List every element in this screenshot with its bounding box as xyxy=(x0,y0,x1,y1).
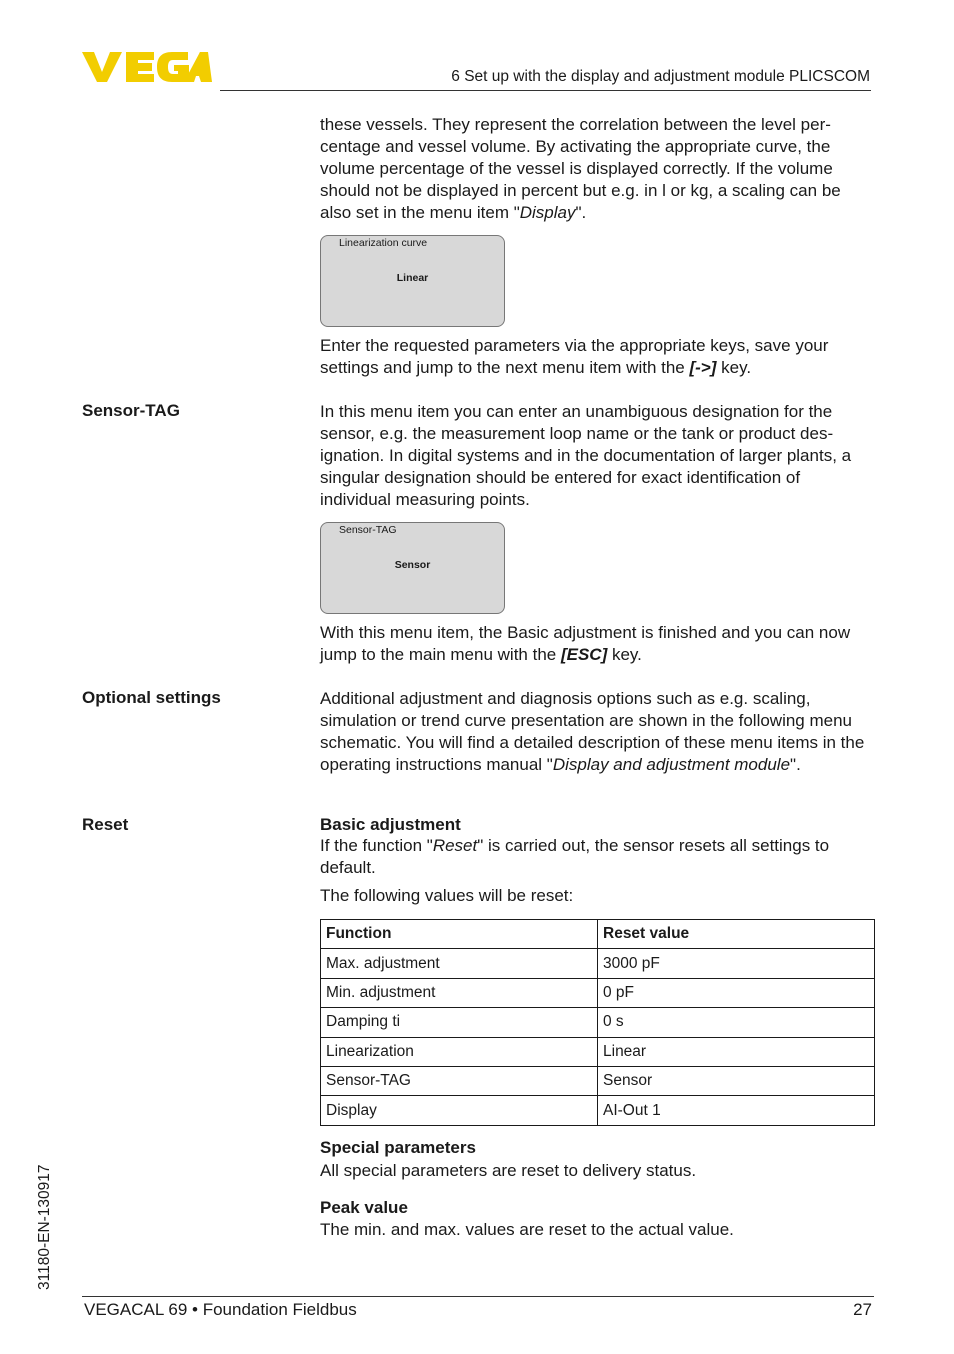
table-cell: AI-Out 1 xyxy=(598,1096,875,1125)
table-cell: 0 pF xyxy=(598,978,875,1007)
table-cell: Display xyxy=(321,1096,598,1125)
table-cell: Linear xyxy=(598,1037,875,1066)
document-code: 31180-EN-130917 xyxy=(36,1164,53,1290)
table-row xyxy=(321,1008,875,1037)
table-row xyxy=(321,949,875,978)
table-cell: Min. adjustment xyxy=(321,978,598,1007)
optional-settings-label: Optional settings xyxy=(82,688,221,707)
table-header-row xyxy=(321,920,875,949)
table-cell: 3000 pF xyxy=(598,949,875,978)
table-cell: Sensor-TAG xyxy=(321,1066,598,1095)
reset-values-table xyxy=(320,919,875,1126)
table-cell: Linearization xyxy=(321,1037,598,1066)
display-value: Linear xyxy=(396,272,429,284)
table-header-cell: Reset value xyxy=(598,920,875,949)
reset-label: Reset xyxy=(82,815,129,834)
peak-value-text: The min. and max. values are reset to the actual value. xyxy=(320,1220,734,1239)
footer-rule xyxy=(82,1296,874,1297)
table-cell: 0 s xyxy=(598,1008,875,1037)
sensor-tag-paragraph: In this menu item you can enter an unambiguous designation for the sensor, e.g. the measurement loop name or the tank or product des-ignation. In digital systems and in the documentation of larger plants, a singular designation should be entered for exact identification of individual measuring points. xyxy=(320,402,852,509)
finish-paragraph: With this menu item, the Basic adjustment is finished and you can now jump to the main menu with the [ESC] key. xyxy=(320,623,851,664)
vega-logo xyxy=(82,50,212,84)
optional-settings-paragraph: Additional adjustment and diagnosis options such as e.g. scaling, simulation or trend curve presentation are shown in the following menu schematic. You will find a detailed description of these menu items in the operating instructions manual "Display and adjustment module". xyxy=(320,689,865,774)
special-parameters-heading: Special parameters xyxy=(320,1138,476,1157)
display-title: Sensor-TAG xyxy=(339,524,397,536)
table-cell: Sensor xyxy=(598,1066,875,1095)
intro-paragraph: these vessels. They represent the correlation between the level per-centage and vessel volume. By activating the appropriate curve, the volume percentage of the vessel is displayed correctly. If the volume should not be displayed in percent but e.g. in l or kg, a scaling can be also set in the menu item "Display". xyxy=(320,115,841,222)
chapter-header: 6 Set up with the display and adjustment module PLICSCOM xyxy=(451,68,870,85)
table-cell: Max. adjustment xyxy=(321,949,598,978)
table-row xyxy=(321,1096,875,1125)
footer-product: VEGACAL 69 • Foundation Fieldbus xyxy=(84,1300,357,1319)
display-value: Sensor xyxy=(394,559,431,571)
display-linearization xyxy=(320,235,505,327)
table-header-cell: Function xyxy=(321,920,598,949)
display-sensor-tag xyxy=(320,522,505,614)
following-values-text: The following values will be reset: xyxy=(320,886,574,905)
basic-adjustment-heading: Basic adjustment xyxy=(320,815,461,834)
display-title: Linearization curve xyxy=(339,237,428,249)
table-row xyxy=(321,1066,875,1095)
header-rule xyxy=(220,90,871,91)
peak-value-heading: Peak value xyxy=(320,1198,408,1217)
table-row xyxy=(321,1037,875,1066)
special-parameters-text: All special parameters are reset to delivery status. xyxy=(320,1161,697,1180)
sensor-tag-label: Sensor-TAG xyxy=(82,401,180,420)
page-number: 27 xyxy=(853,1300,872,1319)
table-cell: Damping ti xyxy=(321,1008,598,1037)
enter-params-paragraph: Enter the requested parameters via the appropriate keys, save your settings and jump to the next menu item with the [->] key. xyxy=(320,336,829,377)
basic-adjustment-paragraph: If the function "Reset" is carried out, the sensor resets all settings to default. xyxy=(320,836,830,877)
table-row xyxy=(321,978,875,1007)
